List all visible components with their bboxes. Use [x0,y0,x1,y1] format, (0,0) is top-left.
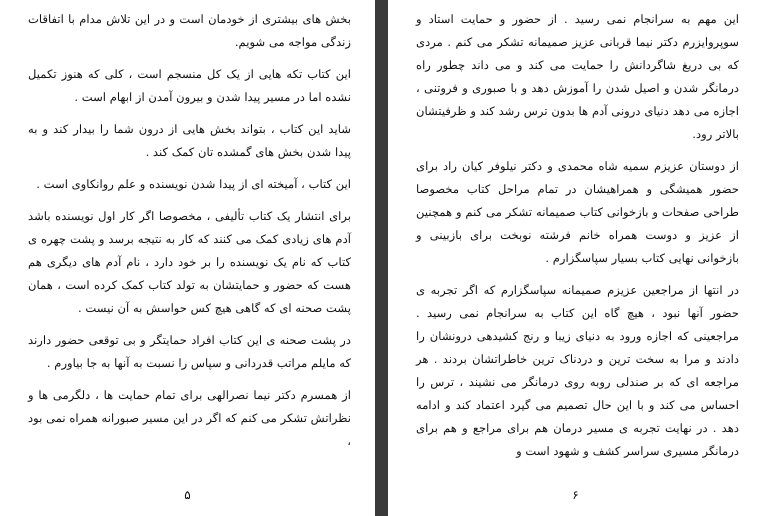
paragraph: از همسرم دکتر نیما نصرالهی برای تمام حمایت ها ، دلگرمی ها و نظراتش تشکر می کنم که اگر در این مسیر صبورانه همراه نمی بود ، [28,388,351,448]
left-page [0,0,375,516]
page-number: ۶ [572,488,579,502]
right-page [388,0,763,516]
book-spine [375,0,388,516]
right-page-text [416,8,739,472]
page-number: ۵ [184,488,191,502]
paragraph: بخش های بیشتری از خودمان است و در این تلاش مدام با اتفاقات زندگی مواجه می شویم. [28,12,351,49]
paragraph: این کتاب تکه هایی از یک کل منسجم است ، کلی که هنوز تکمیل نشده اما در مسیر پیدا شدن و بیرون آمدن از ابهام است . [28,67,351,104]
paragraph: از دوستان عزیزم سمیه شاه محمدی و دکتر نیلوفر کیان راد برای حضور همیشگی و همراهیشان در تمام مراحل کتاب مخصوصا طراحی صفحات و بازخوانی کتاب صمیمانه تشکر می کنم و همچنین از عزیز و دوست همراه خانم فرشته نوبخت برای بازبینی و بازخوانی نهایی کتاب بسیار سپاسگزارم . [416,159,739,265]
left-page-text [28,8,351,462]
paragraph: در پشت صحنه ی این کتاب افراد حمایتگر و بی توقعی حضور دارند که مایلم مراتب قدردانی و سپاس را نسبت به آنها به جا بیاورم . [28,333,351,370]
paragraph: در انتها از مراجعین عزیزم صمیمانه سپاسگزارم که اگر تجربه ی حضور آنها نبود ، هیچ گاه این کتاب به سرانجام نمی رسید . مراجعینی که اجازه ورود به دنیای زیبا و رنج کشیدهی درونشان را دادند و مرا به سخت ترین و دردناک ترین خاطراتشان بردند . هر مراجعه ای که بر صندلی روبه روی درمانگر می نشیند ، ترس را احساس می کند و با این حال تصمیم می گیرد اعتماد کند و ادامه دهد . در نهایت تجربه ی مسیر درمان هم برای مراجع و هم برای درمانگر مسیری سراسر کشف و شهود است و [416,283,739,458]
paragraph: این کتاب ، آمیخته ای از پیدا شدن نویسنده و علم روانکاوی است . [36,177,351,191]
paragraph: برای انتشار یک کتاب تألیفی ، مخصوصا اگر کار اول نویسنده باشد آدم های زیادی کمک می کنند که کار به نتیجه برسد و پشت چهره ی کتاب که نام یک نویسنده را بر خود دارد ، نام آدم های دیگری هم هست که حضور و حمایتشان به تولد کتاب کمک کرده است ، همان پشت صحنه ای که گاهی هیچ کس حواسش به آن نیست . [28,209,351,315]
paragraph: شاید این کتاب ، بتواند بخش هایی از درون شما را بیدار کند و به پیدا شدن بخش های گمشده تان کمک کند . [28,122,351,159]
paragraph: این مهم به سرانجام نمی رسید . از حضور و حمایت استاد و سوپروایزرم دکتر نیما قربانی عزیز صمیمانه تشکر می کنم . مردی که بی دریغ شاگردانش را حمایت می کند و می داند چطور راه درمانگر شدن و اصیل شدن را آموزش دهد و با صبوری و فروتنی ، اجازه می دهد دنیای درونی آدم ها بدون ترس رشد کند و ظرفیتشان بالاتر رود. [416,12,739,141]
